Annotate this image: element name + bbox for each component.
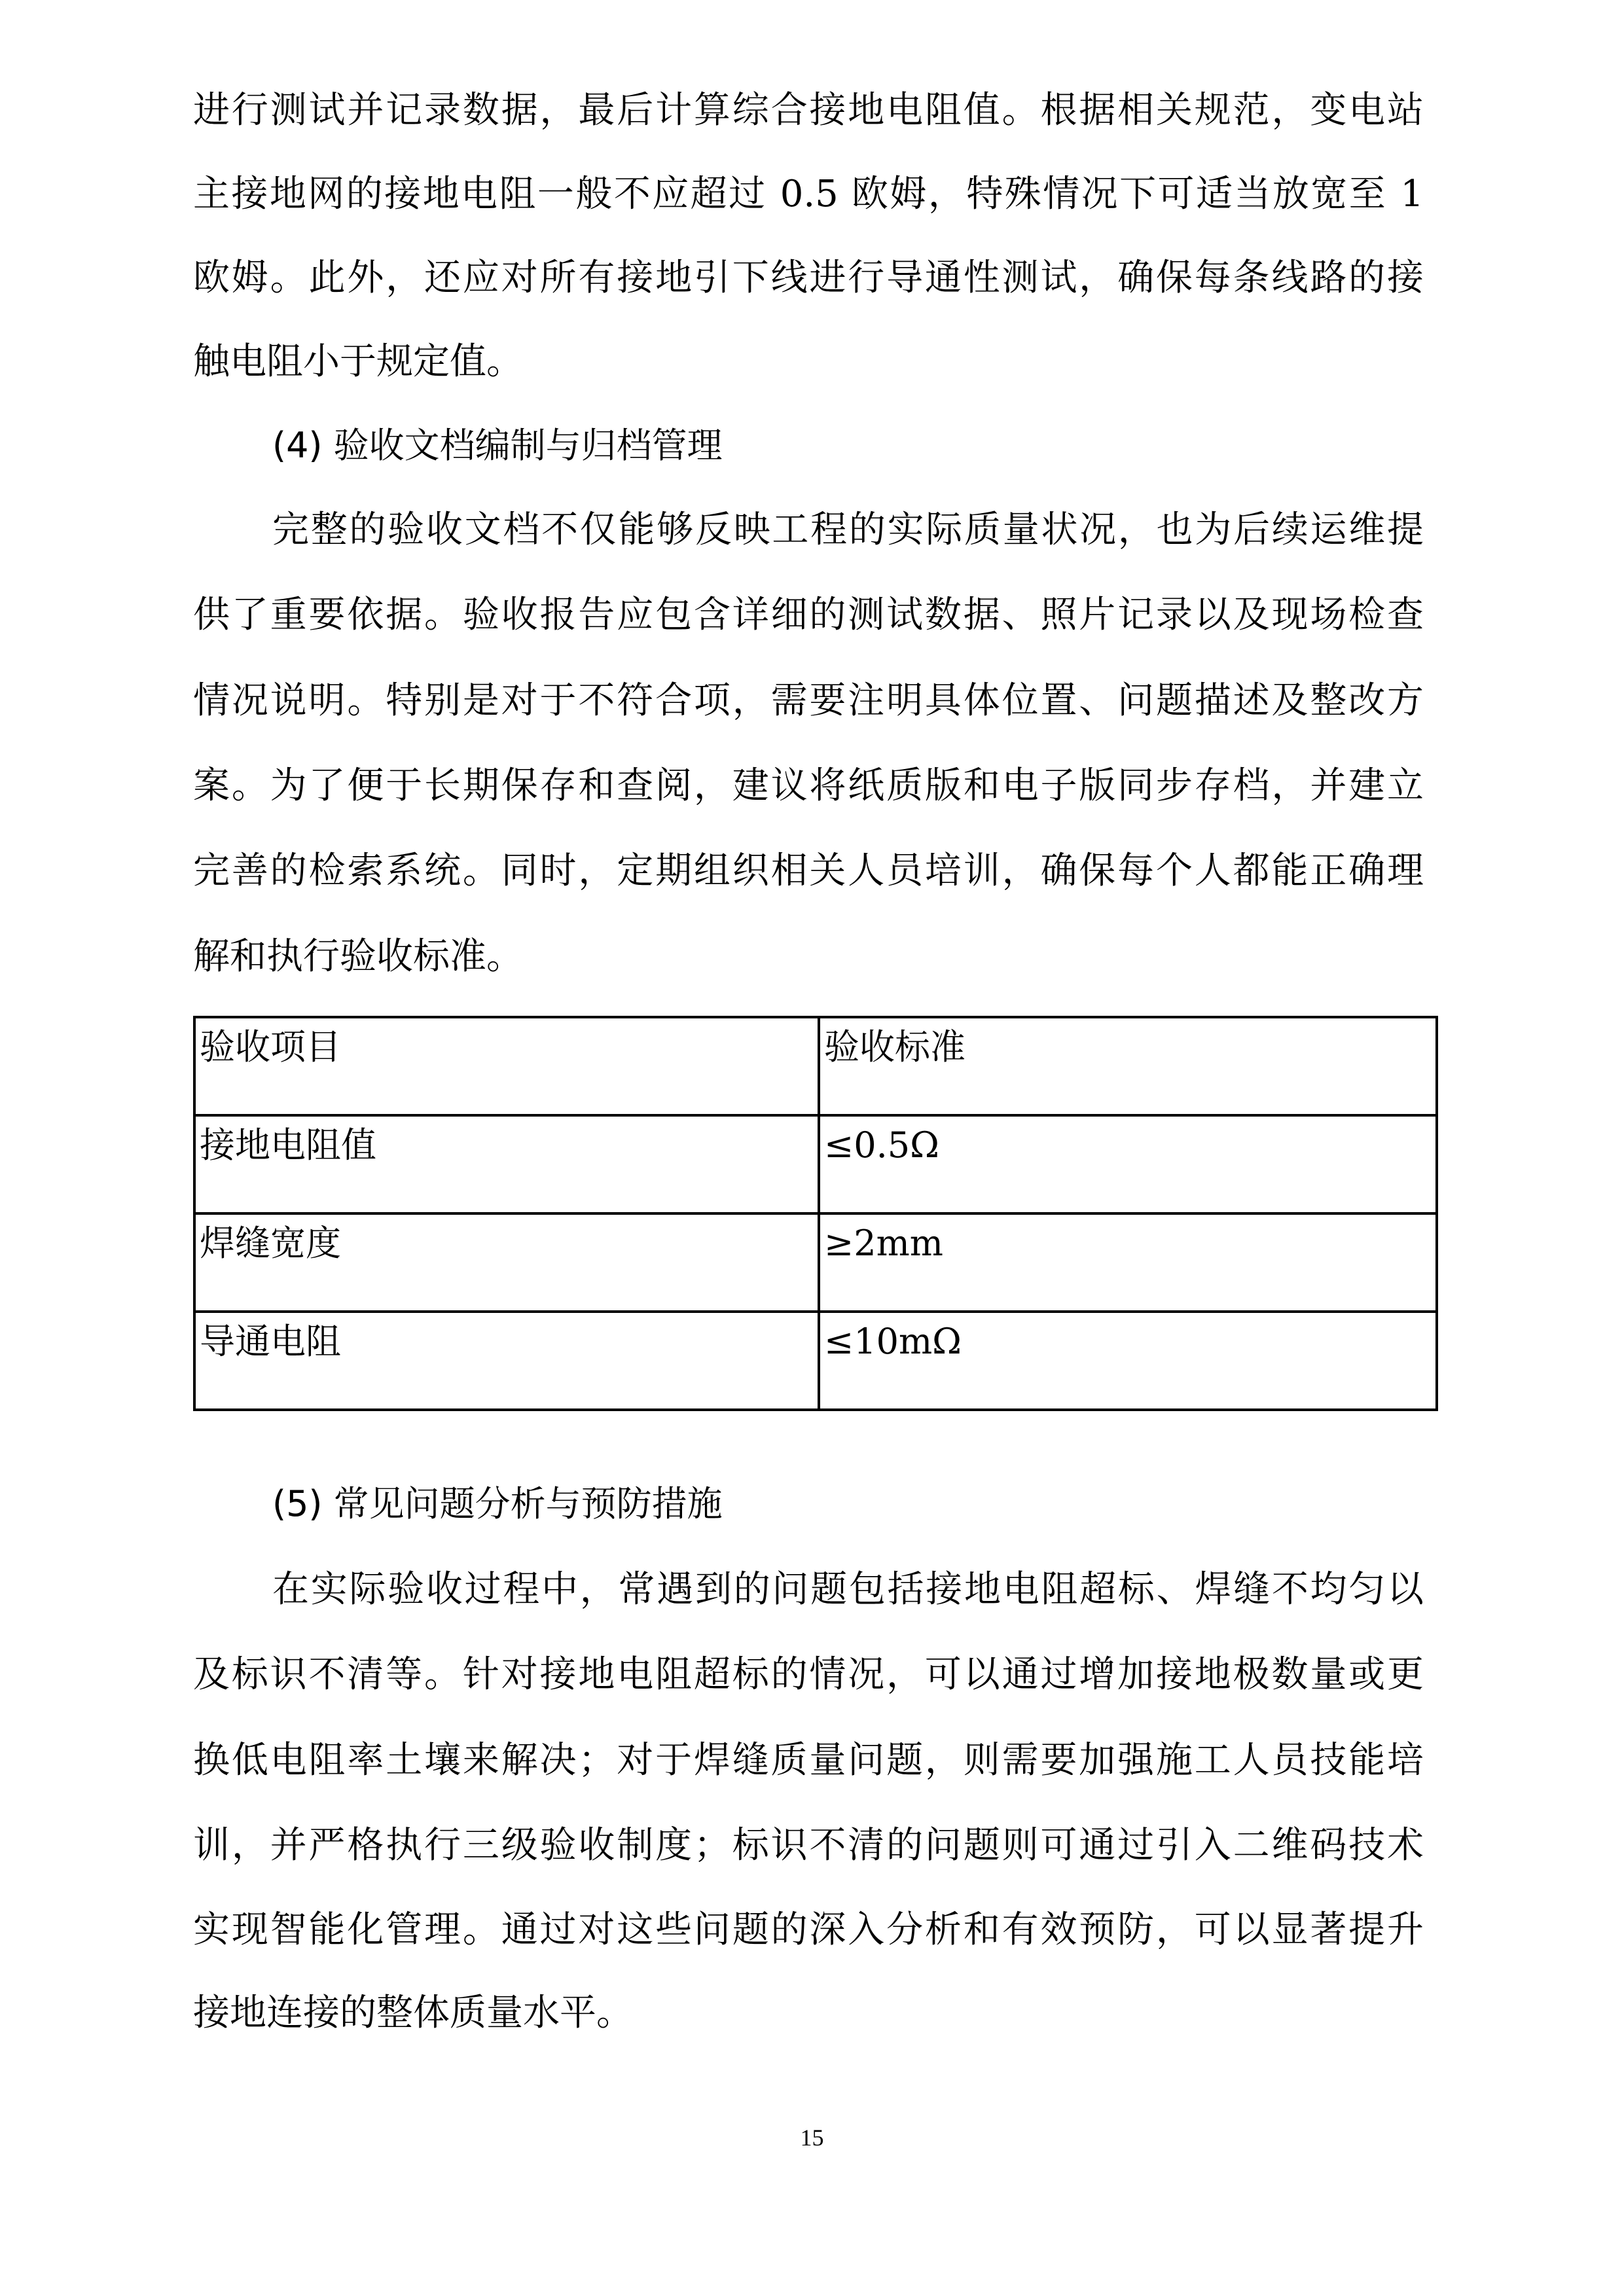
text-line: 案。为了便于长期保存和查阅，建议将纸质版和电子版同步存档，并建立 [193, 764, 1424, 807]
table-cell: 焊缝宽度 [194, 1213, 819, 1312]
text-line: 接地连接的整体质量水平。 [193, 1992, 633, 2034]
acceptance-standards-table [193, 1016, 1438, 1411]
text-line: 触电阻小于规定值。 [193, 340, 523, 383]
text-line: 完整的验收文档不仅能够反映工程的实际质量状况，也为后续运维提 [272, 509, 1424, 551]
text-line: 换低电阻率土壤来解决；对于焊缝质量问题，则需要加强施工人员技能培 [193, 1739, 1424, 1782]
text-line: 进行测试并记录数据，最后计算综合接地电阻值。根据相关规范，变电站 [193, 89, 1424, 132]
table-header-cell: 验收标准 [819, 1017, 1437, 1115]
table-cell: ≥2mm [819, 1213, 1437, 1312]
table-row [194, 1312, 1437, 1410]
table-header-cell: 验收项目 [194, 1017, 819, 1115]
table-row [194, 1213, 1437, 1312]
text-line: 情况说明。特别是对于不符合项，需要注明具体位置、问题描述及整改方 [193, 679, 1424, 722]
table-header-row [194, 1017, 1437, 1115]
table-row [194, 1115, 1437, 1213]
text-line: 训，并严格执行三级验收制度；标识不清的问题则可通过引入二维码技术 [193, 1824, 1424, 1867]
table-cell: ≤0.5Ω [819, 1115, 1437, 1213]
table-cell: 接地电阻值 [194, 1115, 819, 1213]
text-line: 及标识不清等。针对接地电阻超标的情况，可以通过增加接地极数量或更 [193, 1653, 1424, 1696]
table-cell: 导通电阻 [194, 1312, 819, 1410]
text-line: 在实际验收过程中，常遇到的问题包括接地电阻超标、焊缝不均匀以 [272, 1568, 1424, 1611]
text-line: 解和执行验收标准。 [193, 935, 523, 978]
text-line: 完善的检索系统。同时，定期组织相关人员培训，确保每个人都能正确理 [193, 850, 1424, 892]
text-line: 主接地网的接地电阻一般不应超过 0.5 欧姆，特殊情况下可适当放宽至 1 [193, 173, 1424, 215]
section-heading-5: (5) 常见问题分析与预防措施 [272, 1483, 723, 1524]
text-line: 欧姆。此外，还应对所有接地引下线进行导通性测试，确保每条线路的接 [193, 257, 1424, 299]
section-heading-4: (4) 验收文档编制与归档管理 [272, 425, 723, 466]
table-cell: ≤10mΩ [819, 1312, 1437, 1410]
page-number: 15 [800, 2125, 824, 2151]
text-line: 供了重要依据。验收报告应包含详细的测试数据、照片记录以及现场检查 [193, 594, 1424, 636]
text-line: 实现智能化管理。通过对这些问题的深入分析和有效预防，可以显著提升 [193, 1909, 1424, 1951]
